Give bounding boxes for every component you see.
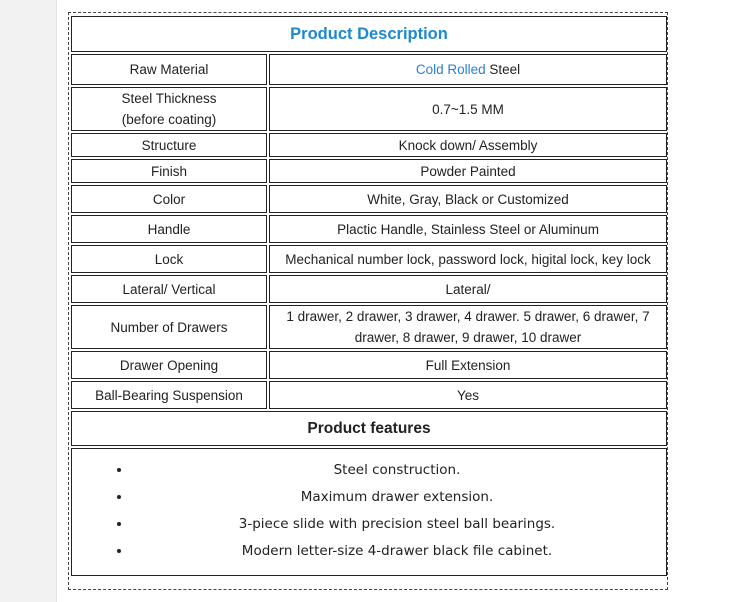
row-label-line1: Steel Thickness	[121, 91, 217, 106]
table-row	[71, 215, 667, 243]
row-label: Finish	[71, 159, 267, 183]
table-row	[71, 54, 667, 85]
row-label: Ball-Bearing Suspension	[71, 381, 267, 409]
row-label: Structure	[71, 133, 267, 157]
table-row	[71, 185, 667, 213]
features-list	[76, 457, 662, 565]
table-title-row	[71, 16, 667, 52]
list-item: • Maximum drawer extension.	[132, 484, 662, 511]
row-value: Mechanical number lock, password lock, higital lock, key lock	[269, 245, 667, 273]
row-label	[71, 87, 267, 131]
features-title-row	[71, 411, 667, 446]
row-value: 1 drawer, 2 drawer, 3 drawer, 4 drawer. 5 drawer, 6 drawer, 7 drawer, 8 drawer, 9 drawer, 10 drawer	[269, 305, 667, 349]
row-value: Plactic Handle, Stainless Steel or Aluminum	[269, 215, 667, 243]
row-label: Lock	[71, 245, 267, 273]
table-row	[71, 381, 667, 409]
row-value	[269, 54, 667, 85]
product-description-title: Product Description	[290, 24, 448, 43]
row-label: Handle	[71, 215, 267, 243]
list-item: • Steel construction.	[132, 457, 662, 484]
product-features-title: Product features	[307, 420, 431, 437]
row-value: Powder Painted	[269, 159, 667, 183]
table-row	[71, 133, 667, 157]
row-value: 0.7~1.5 MM	[269, 87, 667, 131]
features-list-row	[71, 448, 667, 576]
row-value: Knock down/ Assembly	[269, 133, 667, 157]
row-value: Full Extension	[269, 351, 667, 379]
row-label: Lateral/ Vertical	[71, 275, 267, 303]
row-label-line2: (before coating)	[121, 112, 217, 127]
table-row	[71, 275, 667, 303]
list-item: • Modern letter-size 4-drawer black file cabinet.	[132, 538, 662, 565]
table-row	[71, 159, 667, 183]
table-row	[71, 245, 667, 273]
title-cell	[71, 16, 667, 52]
product-description-table	[69, 14, 669, 578]
row-label: Color	[71, 185, 267, 213]
list-item: • 3-piece slide with precision steel ball bearings.	[132, 511, 662, 538]
cold-rolled-link[interactable]: Cold Rolled	[415, 62, 486, 77]
row-value: Lateral/	[269, 275, 667, 303]
row-value: White, Gray, Black or Customized	[269, 185, 667, 213]
row-label: Drawer Opening	[71, 351, 267, 379]
row-label: Raw Material	[71, 54, 267, 85]
row-value: Yes	[269, 381, 667, 409]
row-value-rest: Steel	[485, 62, 521, 77]
features-list-cell	[71, 448, 667, 576]
table-row	[71, 351, 667, 379]
row-label: Number of Drawers	[71, 305, 267, 349]
table-row	[71, 305, 667, 349]
table-row	[71, 87, 667, 131]
features-title-cell	[71, 411, 667, 446]
